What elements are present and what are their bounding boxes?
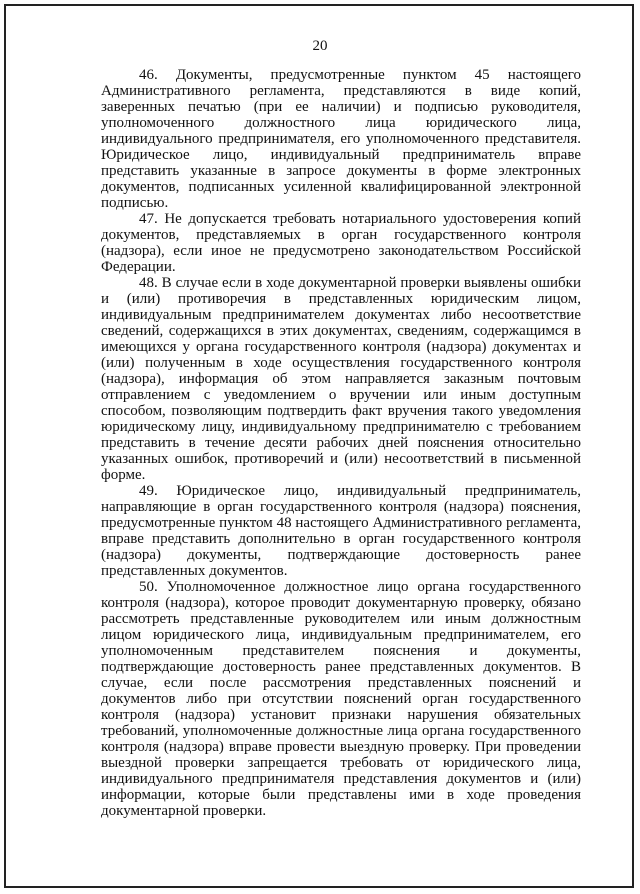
- paragraph-46: 46. Документы, предусмотренные пунктом 45 настоящего Административного регламента, представляются в виде копий, заверенных печатью (при ее наличии) и подписью руководителя, уполномоченного должностного лица юридического лица, индивидуального предпринимателя, его уполномоченного представителя. Юридическое лицо, индивидуальный предприниматель вправе представить указанные в запросе документы в форме электронных документов, подписанных усиленной квалифицированной электронной подписью.: [101, 67, 581, 211]
- paragraph-49: 49. Юридическое лицо, индивидуальный предприниматель, направляющие в орган государственного контроля (надзора) пояснения, предусмотренные пунктом 48 настоящего Административного регламента, вправе представить дополнительно в орган государственного контроля (надзора) документы, подтверждающие достоверность ранее представленных документов.: [101, 483, 581, 579]
- document-body: [101, 67, 581, 819]
- paragraph-47: 47. Не допускается требовать нотариального удостоверения копий документов, представляемых в орган государственного контроля (надзора), если иное не предусмотрено законодательством Российской Федерации.: [101, 211, 581, 275]
- paragraph-48: 48. В случае если в ходе документарной проверки выявлены ошибки и (или) противоречия в представленных юридическим лицом, индивидуальным предпринимателем документах либо несоответствие сведений, содержащихся в этих документах, сведениям, содержащимся в имеющихся у органа государственного контроля (надзора) документах и (или) полученным в ходе осуществления государственного контроля (надзора), информация об этом направляется заказным почтовым отправлением с уведомлением о вручении или иным доступным способом, позволяющим подтвердить факт вручения такого уведомления юридическому лицу, индивидуальному предпринимателю с требованием представить в течение десяти рабочих дней пояснения относительно указанных ошибок, противоречий и (или) несоответствий в письменной форме.: [101, 275, 581, 483]
- page-number: 20: [312, 38, 328, 54]
- paragraph-50: 50. Уполномоченное должностное лицо органа государственного контроля (надзора), которое проводит документарную проверку, обязано рассмотреть представленные руководителем или иным должностным лицом юридического лица, индивидуальным предпринимателем, его уполномоченным представителем пояснения и документы, подтверждающие достоверность ранее представленных документов. В случае, если после рассмотрения представленных пояснений и документов либо при отсутствии пояснений орган государственного контроля (надзора) установит признаки нарушения обязательных требований, уполномоченные должностные лица органа государственного контроля (надзора) вправе провести выездную проверку. При проведении выездной проверки запрещается требовать от юридического лица, индивидуального предпринимателя представления документов и (или) информации, которые были представлены ими в ходе проведения документарной проверки.: [101, 579, 581, 819]
